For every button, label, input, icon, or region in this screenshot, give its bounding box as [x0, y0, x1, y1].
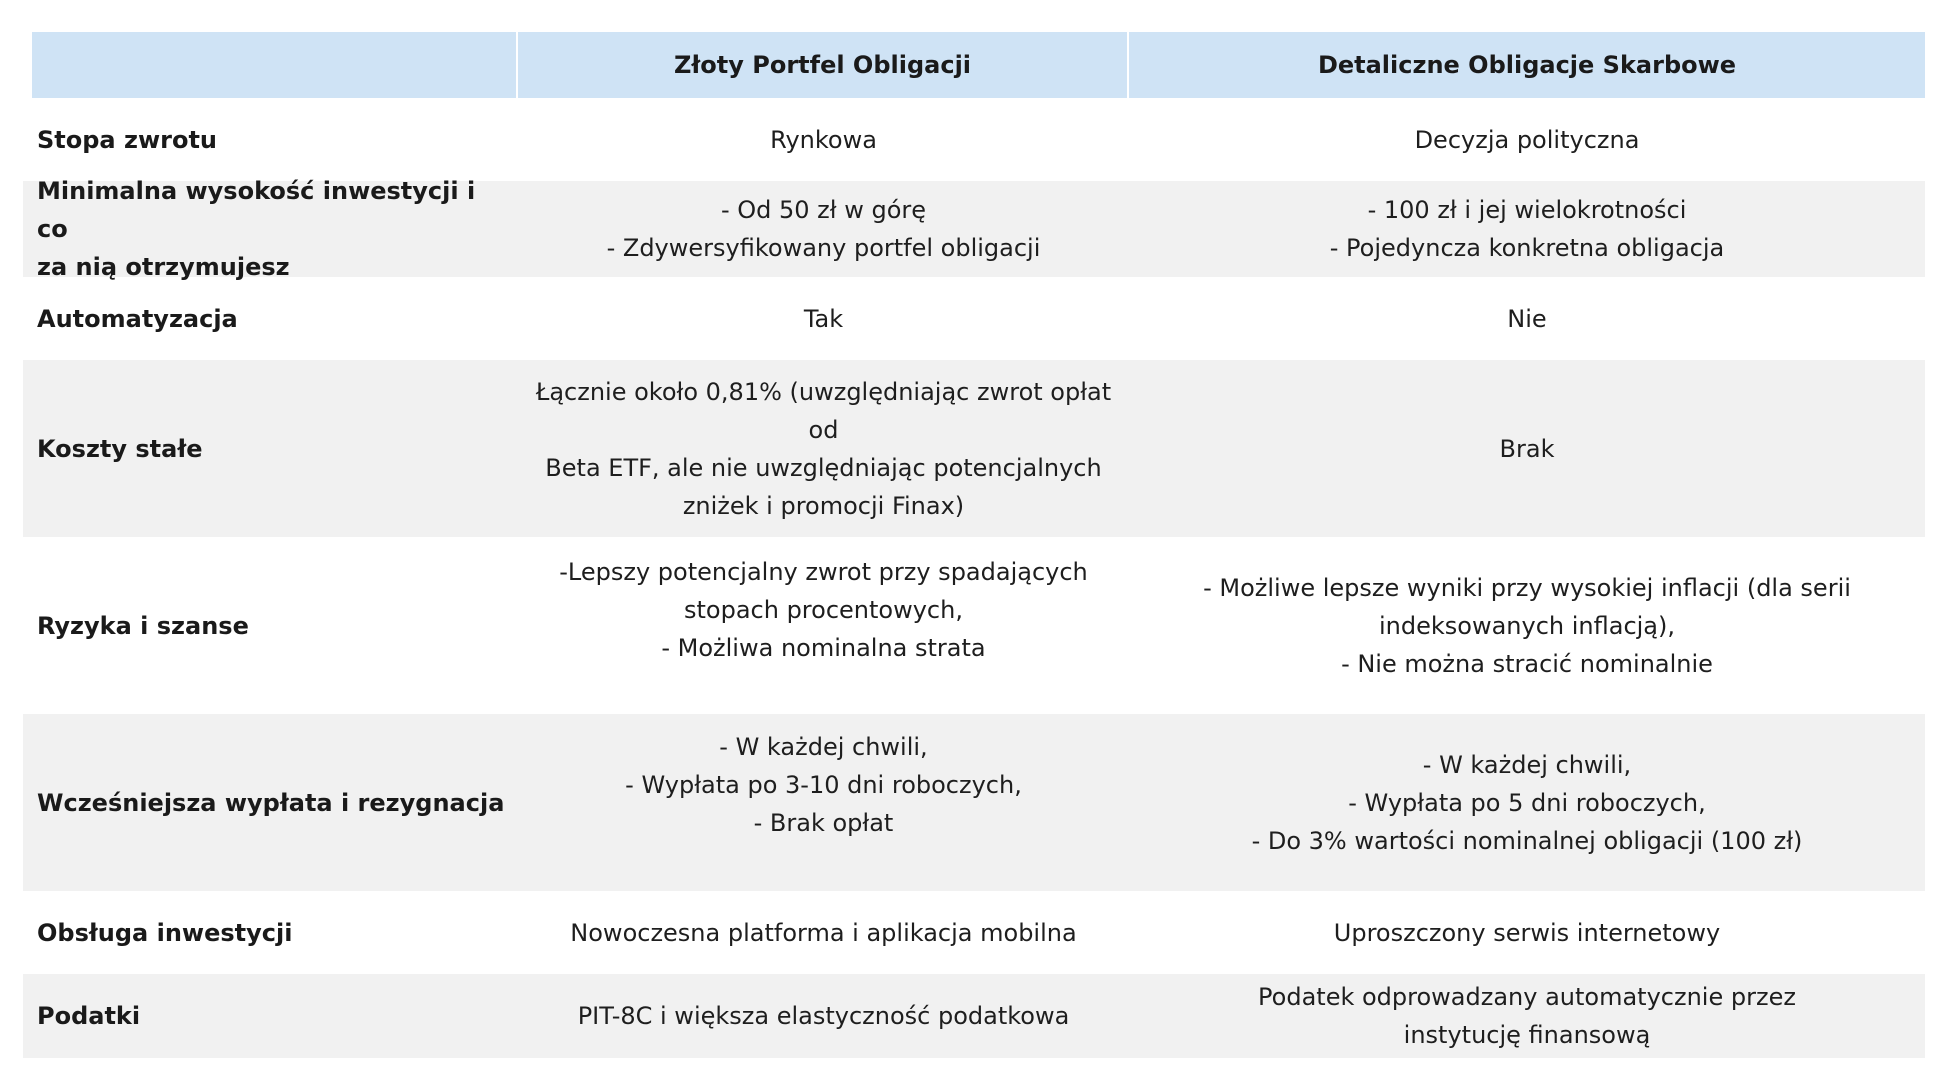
cell-zloty-portfel	[518, 714, 1129, 891]
cell-zloty-portfel	[518, 974, 1129, 1058]
cell-obligacje-skarbowe	[1129, 537, 1925, 714]
row-label	[23, 974, 518, 1058]
cell-line: Rynkowa	[770, 125, 877, 154]
cell-obligacje-skarbowe	[1129, 98, 1925, 181]
cell-line: - W każdej chwili,	[719, 733, 928, 761]
cell-line: Brak	[1499, 434, 1555, 463]
cell-line: Podatek odprowadzany automatycznie przez	[1258, 983, 1796, 1011]
table-row	[23, 360, 1925, 537]
cell-line: - Wypłata po 5 dni roboczych,	[1348, 788, 1706, 817]
cell-zloty-portfel	[518, 891, 1129, 974]
cell-zloty-portfel	[518, 360, 1129, 537]
cell-line: - Wypłata po 3-10 dni roboczych,	[625, 771, 1022, 799]
row-label	[23, 98, 518, 181]
cell-line: Decyzja polityczna	[1414, 125, 1640, 154]
row-label	[23, 277, 518, 360]
row-label-line: Stopa zwrotu	[37, 125, 217, 154]
cell-zloty-portfel	[518, 98, 1129, 181]
cell-line: Uproszczony serwis internetowy	[1333, 918, 1721, 947]
table-row	[23, 974, 1925, 1058]
cell-line: - 100 zł i jej wielokrotności	[1367, 196, 1687, 224]
cell-line: Łącznie około 0,81% (uwzględniając zwrot opłat od	[535, 377, 1112, 444]
cell-line: Nowoczesna platforma i aplikacja mobilna	[570, 918, 1077, 947]
row-label-line: Wcześniejsza wypłata i rezygnacja	[37, 788, 505, 817]
cell-line: indeksowanych inflacją),	[1378, 611, 1675, 640]
header-cell-obligacje-skarbowe: Detaliczne Obligacje Skarbowe	[1317, 51, 1737, 79]
cell-line: -Lepszy potencjalny zwrot przy spadających	[559, 558, 1088, 586]
table-row	[23, 714, 1925, 891]
cell-obligacje-skarbowe	[1129, 714, 1925, 891]
row-label-line: Obsługa inwestycji	[37, 918, 293, 947]
row-label-line: za nią otrzymujesz	[37, 253, 290, 281]
cell-zloty-portfel	[518, 277, 1129, 360]
table-row	[23, 891, 1925, 974]
cell-obligacje-skarbowe	[1129, 360, 1925, 537]
cell-obligacje-skarbowe	[1129, 891, 1925, 974]
cell-line: zniżek i promocji Finax)	[682, 491, 965, 520]
table-row	[23, 177, 1925, 281]
table-header	[32, 32, 1925, 98]
cell-obligacje-skarbowe	[1129, 181, 1925, 277]
cell-line: Nie	[1507, 304, 1547, 333]
row-label	[23, 714, 518, 891]
row-label-line: Minimalna wysokość inwestycji i co	[37, 177, 476, 243]
cell-line: - Możliwe lepsze wyniki przy wysokiej inflacji (dla serii	[1203, 573, 1851, 602]
row-label-line: Automatyzacja	[37, 304, 238, 333]
cell-line: - Nie można stracić nominalnie	[1341, 649, 1713, 678]
header-cell-zloty-portfel: Złoty Portfel Obligacji	[518, 32, 1129, 98]
cell-line: stopach procentowych,	[684, 596, 963, 624]
cell-line: instytucję finansową	[1403, 1021, 1651, 1049]
table-row	[23, 537, 1925, 714]
row-label	[23, 891, 518, 974]
row-label	[23, 360, 518, 537]
cell-zloty-portfel	[518, 537, 1129, 714]
cell-line: - Zdywersyfikowany portfel obligacji	[606, 234, 1041, 262]
cell-line: - Od 50 zł w górę	[720, 196, 927, 224]
row-label-line: Koszty stałe	[37, 434, 203, 463]
cell-line: PIT-8C i większa elastyczność podatkowa	[577, 1002, 1070, 1030]
row-label	[23, 177, 518, 281]
row-label-line: Ryzyka i szanse	[37, 611, 249, 640]
table-row	[23, 98, 1925, 181]
header-cell-empty	[32, 32, 518, 98]
cell-line: - Pojedyncza konkretna obligacja	[1329, 234, 1725, 262]
cell-obligacje-skarbowe	[1129, 277, 1925, 360]
cell-line: Beta ETF, ale nie uwzględniając potencjalnych	[545, 453, 1102, 482]
table-row	[23, 277, 1925, 360]
row-label-line: Podatki	[37, 1002, 141, 1030]
cell-line: - Brak opłat	[753, 809, 894, 837]
cell-line: Tak	[803, 304, 844, 333]
cell-line: - W każdej chwili,	[1422, 750, 1632, 779]
row-label	[23, 537, 518, 714]
cell-zloty-portfel	[518, 181, 1129, 277]
cell-obligacje-skarbowe	[1129, 974, 1925, 1058]
cell-line: - Możliwa nominalna strata	[661, 634, 986, 662]
cell-line: - Do 3% wartości nominalnej obligacji (100 zł)	[1251, 826, 1803, 855]
comparison-table	[23, 32, 1925, 1058]
